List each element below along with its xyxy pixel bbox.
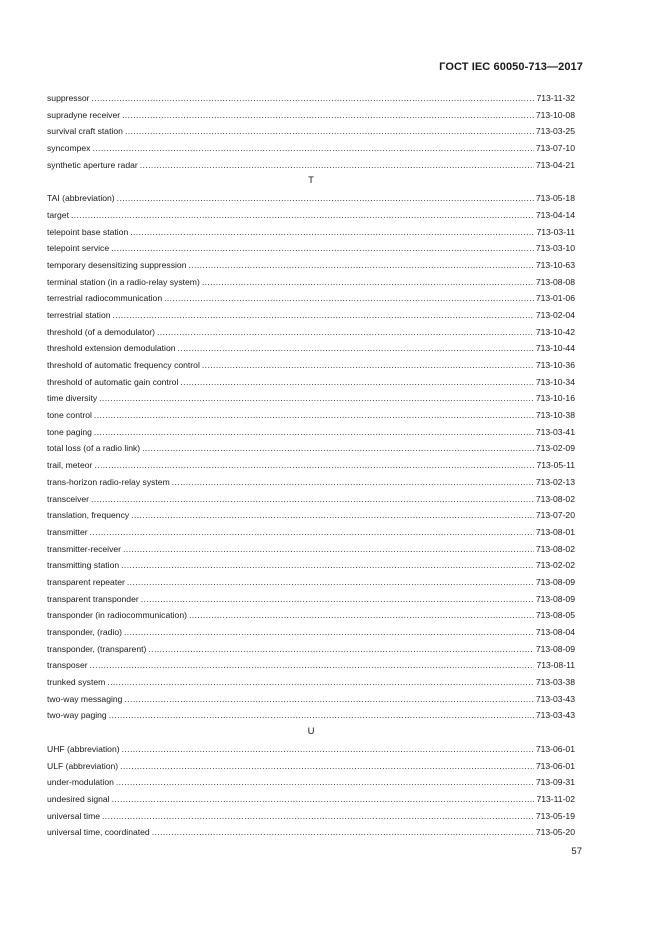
entry-term: transparent transponder — [47, 593, 139, 604]
index-entry — [47, 641, 575, 658]
index-entry — [47, 691, 575, 708]
entry-reference: 713-10-42 — [535, 326, 575, 337]
entry-term: universal time, coordinated — [47, 827, 150, 838]
entry-term: transponder, (radio) — [47, 627, 122, 637]
entry-term: survival craft station — [47, 126, 123, 137]
entry-term: syncompex — [47, 143, 91, 154]
entry-reference: 713-09-31 — [535, 777, 575, 788]
entry-term: tone control — [47, 410, 92, 421]
dot-leader — [120, 758, 534, 775]
entry-term: threshold of automatic gain control — [47, 376, 179, 387]
entry-term: transmitting station — [47, 560, 120, 571]
dot-leader — [92, 90, 535, 107]
dot-leader — [125, 123, 534, 140]
entry-reference: 713-05-20 — [535, 827, 575, 838]
entry-reference: 713-06-01 — [535, 743, 575, 754]
dot-leader — [90, 524, 534, 541]
dot-leader — [113, 307, 534, 324]
entry-reference: 713-02-09 — [535, 443, 575, 454]
entry-reference: 713-07-20 — [535, 510, 575, 521]
dot-leader — [130, 224, 534, 241]
entry-reference: 713-08-09 — [535, 593, 575, 604]
index-entry — [47, 440, 575, 457]
entry-term: ULF (abbreviation) — [47, 760, 119, 771]
entry-term: transmitter — [47, 526, 88, 537]
entry-term: transparent repeater — [47, 576, 125, 587]
entry-term: transposer — [47, 660, 88, 671]
entry-term: under-modulation — [47, 777, 114, 788]
entry-term: threshold extension demodulation — [47, 343, 176, 354]
entry-term: synthetic aperture radar — [47, 159, 138, 170]
entry-reference: 713-08-02 — [535, 493, 575, 504]
entry-reference: 713-10-16 — [535, 393, 575, 404]
index-entry — [47, 140, 575, 157]
entry-reference: 713-03-10 — [535, 243, 575, 254]
entry-reference: 713-02-02 — [535, 560, 575, 571]
dot-leader — [127, 574, 534, 591]
dot-leader — [94, 407, 534, 424]
index-entry — [47, 491, 575, 508]
dot-leader — [202, 274, 534, 291]
entry-reference: 713-03-41 — [535, 426, 575, 437]
entry-reference: 713-08-08 — [535, 276, 575, 287]
entry-reference: 713-03-25 — [535, 126, 575, 137]
index-entry — [47, 774, 575, 791]
dot-leader — [91, 491, 534, 508]
entry-reference: 713-01-06 — [535, 293, 575, 304]
entry-term: telepoint base station — [47, 226, 129, 237]
dot-leader — [131, 507, 534, 524]
index-entry — [47, 657, 575, 674]
index-entry — [47, 524, 575, 541]
dot-leader — [102, 808, 534, 825]
dot-leader — [172, 474, 534, 491]
entry-term: transponder (in radiocommunication) — [47, 610, 187, 621]
entry-term: temporary desensitizing suppression — [47, 259, 187, 270]
index-entry — [47, 541, 575, 558]
index-entry — [47, 424, 575, 441]
dot-leader — [152, 824, 534, 841]
entry-reference: 713-02-13 — [535, 476, 575, 487]
entry-term: tone paging — [47, 426, 92, 437]
entry-reference: 713-10-38 — [535, 410, 575, 421]
entry-reference: 713-11-32 — [536, 93, 575, 103]
entry-reference: 713-05-18 — [535, 193, 575, 204]
index-entry — [47, 457, 575, 474]
dot-leader — [111, 240, 534, 257]
dot-leader — [121, 557, 534, 574]
dot-leader — [188, 257, 533, 274]
dot-leader — [117, 190, 534, 207]
entry-reference: 713-03-38 — [535, 677, 575, 688]
dot-leader — [109, 707, 534, 724]
entry-reference: 713-08-02 — [535, 543, 575, 554]
dot-leader — [189, 607, 534, 624]
entry-term: supradyne receiver — [47, 109, 121, 120]
entry-reference: 713-08-09 — [535, 576, 575, 587]
entry-reference: 713-08-09 — [535, 643, 575, 654]
entry-term: terminal station (in a radio-relay system) — [47, 276, 200, 287]
entry-reference: 713-10-63 — [535, 259, 575, 270]
index-entry — [47, 324, 575, 341]
entry-reference: 713-10-08 — [535, 109, 575, 120]
dot-leader — [94, 457, 534, 474]
index-entry — [47, 624, 575, 641]
entry-reference: 713-05-19 — [535, 810, 575, 821]
entry-term: suppressor — [47, 93, 90, 103]
entry-term: transceiver — [47, 493, 90, 504]
entry-reference: 713-06-01 — [535, 760, 575, 771]
entry-reference: 713-10-36 — [535, 360, 575, 370]
entry-term: translation, frequency — [47, 510, 130, 521]
dot-leader — [202, 357, 534, 374]
index-entry — [47, 240, 575, 257]
index-entry — [47, 808, 575, 825]
index-entry — [47, 157, 575, 174]
entry-reference: 713-03-43 — [535, 693, 575, 704]
index-entry — [47, 474, 575, 491]
entry-reference: 713-10-34 — [535, 376, 575, 387]
index-entry — [47, 123, 575, 140]
entry-reference: 713-07-10 — [535, 143, 575, 154]
dot-leader — [112, 791, 535, 808]
entry-term: two-way messaging — [47, 693, 123, 704]
dot-leader — [142, 440, 534, 457]
dot-leader — [140, 157, 534, 174]
entry-reference: 713-11-02 — [536, 793, 575, 804]
entry-term: telepoint service — [47, 243, 110, 254]
dot-leader — [124, 624, 534, 641]
term-index — [47, 90, 575, 841]
entry-term: time diversity — [47, 393, 98, 404]
index-entry — [47, 407, 575, 424]
entry-term: two-way paging — [47, 710, 107, 721]
index-entry — [47, 257, 575, 274]
index-entry — [47, 374, 575, 391]
index-entry — [47, 607, 575, 624]
entry-term: terrestrial radiocommunication — [47, 293, 163, 304]
index-entry — [47, 190, 575, 207]
dot-leader — [157, 324, 534, 341]
index-entry — [47, 591, 575, 608]
index-entry — [47, 758, 575, 775]
index-entry — [47, 507, 575, 524]
entry-reference: 713-08-01 — [535, 526, 575, 537]
dot-leader — [148, 641, 533, 658]
dot-leader — [92, 140, 533, 157]
section-letter: T — [308, 175, 314, 187]
dot-leader — [94, 424, 534, 441]
index-entry — [47, 107, 575, 124]
index-entry — [47, 824, 575, 841]
dot-leader — [180, 374, 533, 391]
entry-term: TAI (abbreviation) — [47, 193, 115, 204]
entry-term: target — [47, 209, 69, 220]
dot-leader — [122, 107, 534, 124]
entry-reference: 713-05-11 — [536, 460, 575, 471]
entry-term: UHF (abbreviation) — [47, 743, 120, 754]
entry-term: threshold (of a demodulator) — [47, 326, 155, 337]
entry-term: trunked system — [47, 677, 106, 688]
document-header: ГОСТ IEC 60050-713—2017 — [439, 61, 583, 73]
entry-reference: 713-02-04 — [535, 309, 575, 320]
entry-term: trail, meteor — [47, 460, 93, 471]
index-entry — [47, 557, 575, 574]
entry-term: threshold of automatic frequency control — [47, 360, 200, 370]
dot-leader — [164, 290, 534, 307]
dot-leader — [90, 657, 535, 674]
dot-leader — [99, 390, 534, 407]
index-entry — [47, 290, 575, 307]
entry-term: terrestrial station — [47, 309, 111, 320]
entry-reference: 713-08-05 — [535, 610, 575, 621]
index-entry — [47, 274, 575, 291]
index-entry — [47, 90, 575, 107]
entry-reference: 713-08-04 — [535, 627, 575, 637]
dot-leader — [178, 340, 534, 357]
dot-leader — [71, 207, 534, 224]
entry-reference: 713-08-11 — [536, 660, 575, 671]
entry-reference: 713-04-21 — [535, 159, 575, 170]
dot-leader — [116, 774, 534, 791]
index-entry — [47, 340, 575, 357]
index-entry — [47, 207, 575, 224]
index-entry — [47, 791, 575, 808]
index-entry — [47, 357, 575, 374]
entry-reference: 713-04-14 — [535, 209, 575, 220]
page-number: 57 — [571, 846, 582, 857]
entry-reference: 713-03-11 — [536, 226, 575, 237]
entry-term: undesired signal — [47, 793, 110, 804]
dot-leader — [124, 691, 533, 708]
entry-term: total loss (of a radio link) — [47, 443, 141, 454]
dot-leader — [107, 674, 534, 691]
entry-reference: 713-10-44 — [535, 343, 575, 354]
section-letter: U — [307, 726, 315, 738]
index-entry — [47, 224, 575, 241]
index-entry — [47, 574, 575, 591]
entry-term: trans-horizon radio-relay system — [47, 476, 170, 487]
index-entry — [47, 707, 575, 724]
index-entry — [47, 674, 575, 691]
index-entry — [47, 741, 575, 758]
dot-leader — [141, 591, 534, 608]
entry-term: transponder, (transparent) — [47, 643, 147, 654]
index-entry — [47, 390, 575, 407]
dot-leader — [122, 741, 534, 758]
dot-leader — [123, 541, 534, 558]
entry-term: transmitter-receiver — [47, 543, 122, 554]
entry-term: universal time — [47, 810, 101, 821]
entry-reference: 713-03-43 — [535, 710, 575, 721]
index-entry — [47, 307, 575, 324]
